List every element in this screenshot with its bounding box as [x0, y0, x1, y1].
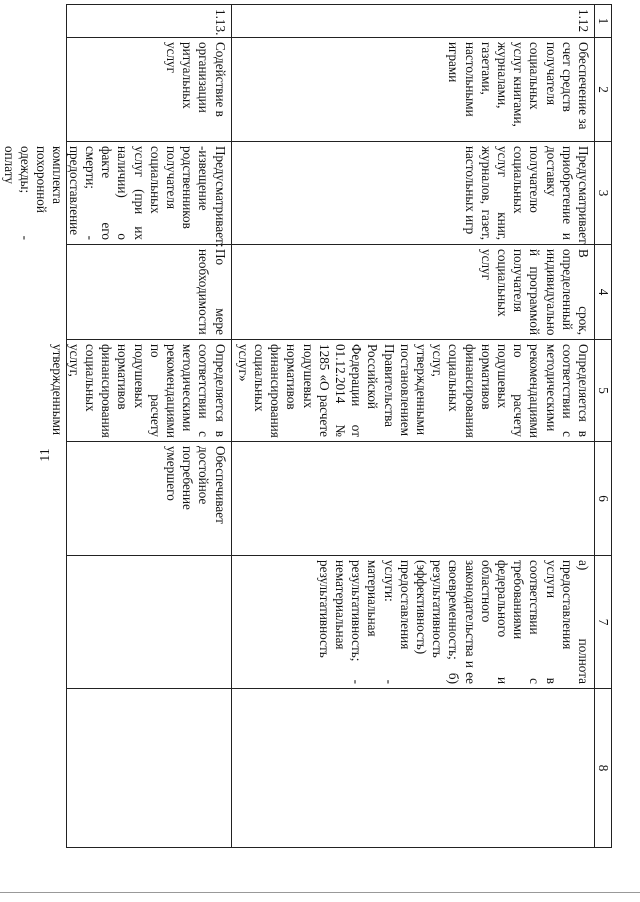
row-number: 1.13. [66, 5, 231, 38]
service-name: Содействие в организации ритуальных услуг [66, 38, 231, 142]
service-result [231, 442, 594, 556]
service-norms-text: Определяется в соответствии с методическими рекомендациями по расчету подушевых нормативов финансирования социальных услуг, утвержденными [50, 344, 228, 438]
service-norms: Определяется в соответствии с методическими рекомендациями по расчету подушевых нормативов финансирования социальных услуг, утвержденными постановлением Правительства Российской Федерации от 01.12.2014 № 1285 «О расчете подушевых нормативов финансирования социальных услуг» [231, 340, 594, 442]
page-number: 11 [38, 448, 53, 462]
header-cell: 8 [595, 689, 612, 848]
rotated-table-page [1, 4, 612, 847]
service-terms: В срок, определенный индивидуально й программой получателя социальных услуг [231, 245, 594, 340]
service-terms: По мере необходимости [66, 245, 231, 340]
header-cell: 1 [595, 5, 612, 38]
service-conditions [231, 689, 594, 848]
header-cell: 3 [595, 142, 612, 245]
header-cell: 6 [595, 442, 612, 556]
service-name: Обеспечение за счет средств получателя социальных услуг книгами, журналами, газетами, настольными играми [231, 38, 594, 142]
table-row [231, 5, 594, 848]
header-cell: 7 [595, 556, 612, 689]
services-table [1, 4, 612, 848]
header-cell: 5 [595, 340, 612, 442]
service-conditions [66, 689, 231, 848]
service-description: Предусматривает приобретение и доставку получателю социальных услуг книг, журналов, газет, настольных игр [231, 142, 594, 245]
service-quality [66, 556, 231, 689]
service-description-text: Предусматривает: -извещение родственников получателя социальных услуг (при их наличии) о факте его смерти; - предоставление комплекта похоронной одежды; - оплату [1, 146, 228, 248]
service-description [1, 142, 231, 248]
service-quality: а) полнота предоставления услуги в соответствии с требованиями федерального и областного законодательства и ее своевременность; б) результативность (эффективность) предоставления услуги: - материальная результативность; - нематериальная результативность [231, 556, 594, 689]
table-header-row [595, 5, 612, 848]
header-cell: 4 [595, 245, 612, 340]
row-number: 1.12 [231, 5, 594, 38]
service-norms [50, 340, 231, 442]
header-cell: 2 [595, 38, 612, 142]
table-row [66, 5, 231, 848]
service-result: Обеспечивает достойное погребение умершего [66, 442, 231, 556]
page-bottom-rule [0, 892, 640, 893]
